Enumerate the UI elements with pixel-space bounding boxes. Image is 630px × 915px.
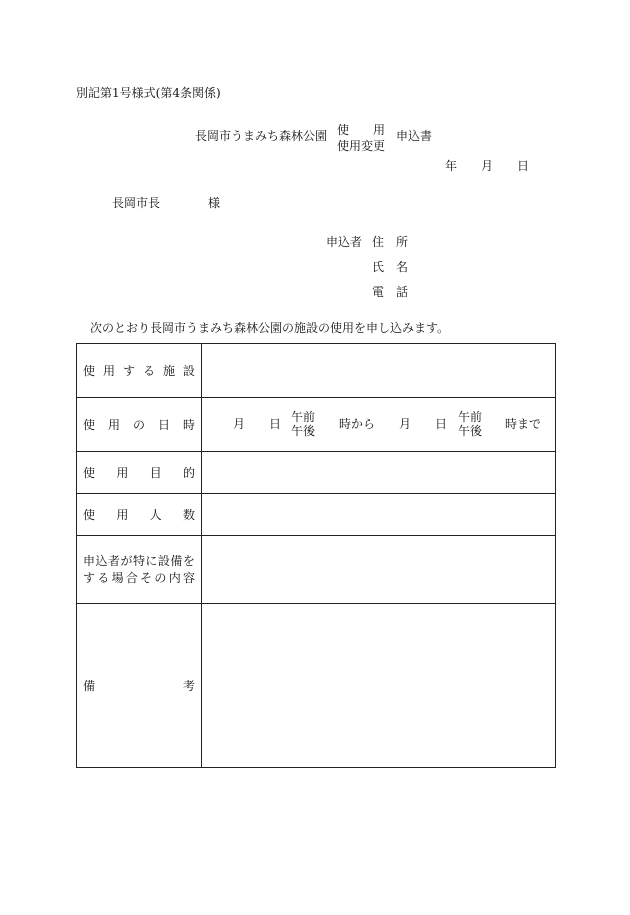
date-day: 日 xyxy=(517,159,530,173)
datetime-pm-1: 午後 xyxy=(291,424,316,438)
form-title-option-use: 使 用 xyxy=(337,123,386,137)
date-month: 月 xyxy=(481,159,494,173)
datetime-until: 時まで xyxy=(505,417,542,431)
datetime-ampm-1 xyxy=(291,410,315,438)
datetime-month-2: 月 xyxy=(399,417,412,431)
datetime-from: 時から xyxy=(339,417,376,431)
equipment-value-cell[interactable] xyxy=(202,536,556,604)
addressee-name: 長岡市長 xyxy=(112,196,161,210)
datetime-month-1: 月 xyxy=(233,417,246,431)
datetime-label-cell xyxy=(77,398,202,452)
headcount-label-cell xyxy=(77,494,202,536)
form-title-options xyxy=(337,122,385,154)
datetime-label: 使 用 の 日 時 xyxy=(83,418,195,432)
datetime-am-2: 午前 xyxy=(458,410,483,424)
form-title-suffix: 申込書 xyxy=(396,129,433,143)
remarks-value-cell[interactable] xyxy=(202,604,556,768)
date-year: 年 xyxy=(445,159,458,173)
row-datetime xyxy=(77,398,556,452)
facility-label-cell xyxy=(77,344,202,398)
equipment-label-line-2: す る 場 合 そ の 内 容 xyxy=(83,570,195,585)
row-remarks xyxy=(77,604,556,768)
addressee-honorific: 様 xyxy=(208,196,221,210)
datetime-day-1: 日 xyxy=(269,417,282,431)
application-table xyxy=(76,343,556,768)
purpose-label: 使 用 目 的 xyxy=(83,466,195,480)
equipment-label-cell xyxy=(77,536,202,604)
datetime-ampm-2 xyxy=(458,410,482,438)
row-headcount xyxy=(77,494,556,536)
headcount-label: 使 用 人 数 xyxy=(83,508,195,522)
intro-sentence: 次のとおり長岡市うまみち森林公園の施設の使用を申し込みます。 xyxy=(90,321,450,335)
row-facility xyxy=(77,344,556,398)
datetime-am-1: 午前 xyxy=(291,410,316,424)
datetime-pm-2: 午後 xyxy=(458,424,483,438)
datetime-value-cell[interactable] xyxy=(202,398,556,452)
applicant-address-label: 住 所 xyxy=(372,235,409,249)
applicant-label: 申込者 xyxy=(326,235,363,249)
purpose-value-cell[interactable] xyxy=(202,452,556,494)
purpose-label-cell xyxy=(77,452,202,494)
form-title-option-change: 使用変更 xyxy=(337,139,386,153)
remarks-label-cell xyxy=(77,604,202,768)
form-reference: 別記第1号様式(第4条関係) xyxy=(76,86,221,100)
equipment-label xyxy=(77,553,201,587)
applicant-name-label: 氏 名 xyxy=(372,260,409,274)
facility-value-cell[interactable] xyxy=(202,344,556,398)
headcount-value-cell[interactable] xyxy=(202,494,556,536)
row-equipment xyxy=(77,536,556,604)
row-purpose xyxy=(77,452,556,494)
applicant-phone-label: 電 話 xyxy=(372,285,409,299)
remarks-label: 備 考 xyxy=(83,679,195,693)
facility-label: 使 用 す る 施 設 xyxy=(83,364,195,378)
form-title-main: 長岡市うまみち森林公園 xyxy=(195,129,328,143)
datetime-day-2: 日 xyxy=(435,417,448,431)
equipment-label-line-1: 申 込 者 が 特 に 設 備 を xyxy=(83,553,195,568)
